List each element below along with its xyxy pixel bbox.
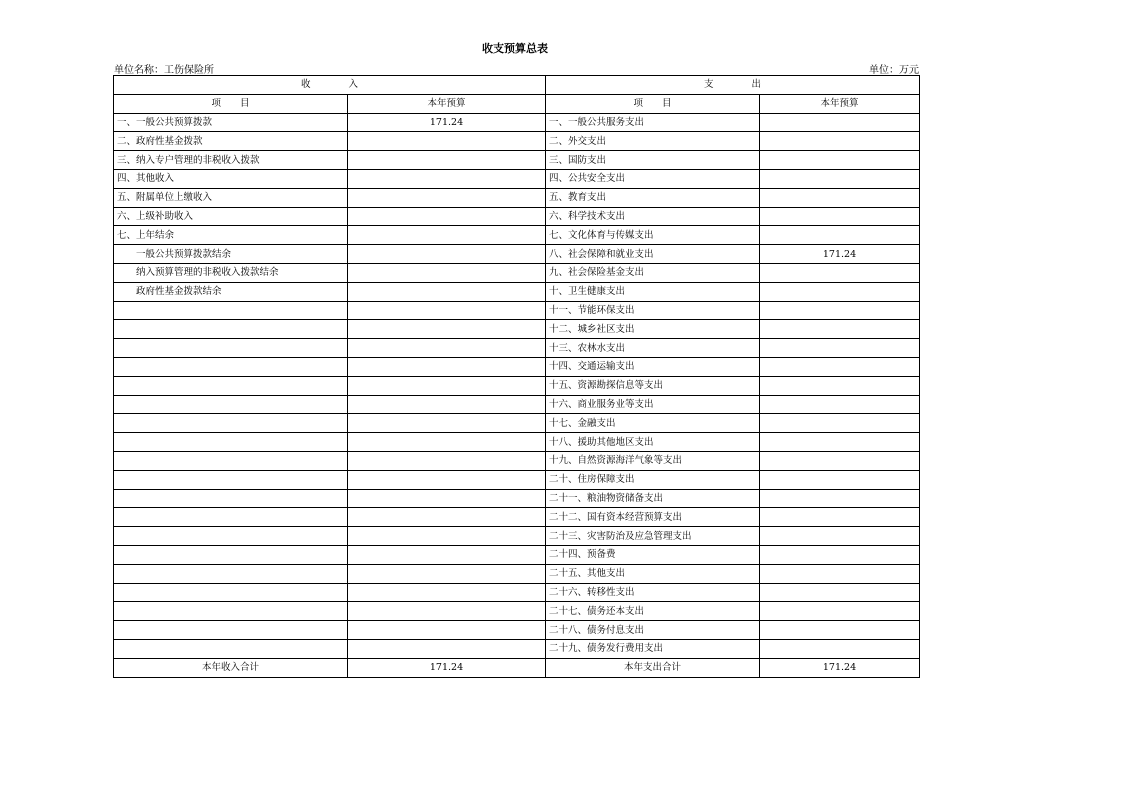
income-item-cell <box>114 451 348 470</box>
income-item-cell <box>114 639 348 658</box>
income-item-cell: 七、上年结余 <box>114 226 348 245</box>
expense-budget-cell <box>760 301 920 320</box>
expense-budget-cell <box>760 376 920 395</box>
income-item-cell: 二、政府性基金拨款 <box>114 132 348 151</box>
expense-budget-cell <box>760 132 920 151</box>
income-budget-cell <box>348 414 546 433</box>
income-item-cell <box>114 583 348 602</box>
income-item-cell <box>114 564 348 583</box>
expense-budget-cell <box>760 320 920 339</box>
expense-item-cell: 二十二、国有资本经营预算支出 <box>546 508 760 527</box>
income-total-value: 171.24 <box>348 658 546 677</box>
expense-item-cell: 三、国防支出 <box>546 151 760 170</box>
expense-section-header: 支 出 <box>546 76 920 95</box>
income-item-cell <box>114 320 348 339</box>
income-budget-cell <box>348 621 546 640</box>
expense-item-cell: 十五、资源勘探信息等支出 <box>546 376 760 395</box>
table-row <box>114 320 920 339</box>
income-budget-cell <box>348 489 546 508</box>
income-item-cell: 三、纳入专户管理的非税收入拨款 <box>114 151 348 170</box>
table-row <box>114 602 920 621</box>
income-budget-cell <box>348 376 546 395</box>
table-row <box>114 564 920 583</box>
expense-item-cell: 十六、商业服务业等支出 <box>546 395 760 414</box>
income-budget-cell <box>348 545 546 564</box>
expense-total-value: 171.24 <box>760 658 920 677</box>
income-budget-cell <box>348 583 546 602</box>
table-row <box>114 263 920 282</box>
expense-item-cell: 二十七、债务还本支出 <box>546 602 760 621</box>
table-row <box>114 376 920 395</box>
expense-budget-cell <box>760 583 920 602</box>
income-budget-cell <box>348 433 546 452</box>
expense-budget-cell <box>760 395 920 414</box>
expense-item-cell: 十、卫生健康支出 <box>546 282 760 301</box>
table-row <box>114 621 920 640</box>
table-row <box>114 188 920 207</box>
income-budget-cell <box>348 226 546 245</box>
expense-item-cell: 二、外交支出 <box>546 132 760 151</box>
income-item-cell <box>114 357 348 376</box>
expense-item-cell: 十一、节能环保支出 <box>546 301 760 320</box>
expense-item-cell: 二十六、转移性支出 <box>546 583 760 602</box>
income-item-cell: 一、一般公共预算拨款 <box>114 113 348 132</box>
income-budget-cell <box>348 357 546 376</box>
expense-item-cell: 二十一、粮油物资储备支出 <box>546 489 760 508</box>
expense-item-cell: 十二、城乡社区支出 <box>546 320 760 339</box>
expense-budget-cell <box>760 282 920 301</box>
income-budget-cell <box>348 207 546 226</box>
income-budget-cell: 171.24 <box>348 113 546 132</box>
table-row <box>114 245 920 264</box>
income-item-cell <box>114 545 348 564</box>
income-item-cell: 纳入预算管理的非税收入拨款结余 <box>114 263 348 282</box>
expense-item-cell: 六、科学技术支出 <box>546 207 760 226</box>
expense-budget-cell <box>760 621 920 640</box>
expense-budget-cell <box>760 489 920 508</box>
table-row <box>114 113 920 132</box>
table-row <box>114 414 920 433</box>
table-row <box>114 357 920 376</box>
expense-budget-cell <box>760 188 920 207</box>
expense-budget-cell <box>760 508 920 527</box>
income-section-header: 收 入 <box>114 76 546 95</box>
income-item-cell <box>114 339 348 358</box>
income-item-cell <box>114 301 348 320</box>
currency-unit-label: 单位：万元 <box>869 65 919 76</box>
income-item-cell <box>114 621 348 640</box>
income-item-cell <box>114 527 348 546</box>
income-total-label: 本年收入合计 <box>114 658 348 677</box>
expense-budget-cell <box>760 113 920 132</box>
expense-budget-cell <box>760 207 920 226</box>
income-item-cell <box>114 470 348 489</box>
income-budget-cell <box>348 188 546 207</box>
income-budget-header: 本年预算 <box>348 94 546 113</box>
income-item-cell <box>114 414 348 433</box>
income-item-cell <box>114 433 348 452</box>
expense-item-cell: 十八、援助其他地区支出 <box>546 433 760 452</box>
income-item-cell: 五、附属单位上缴收入 <box>114 188 348 207</box>
expense-item-cell: 二十三、灾害防治及应急管理支出 <box>546 527 760 546</box>
table-row <box>114 282 920 301</box>
expense-budget-cell <box>760 470 920 489</box>
income-budget-cell <box>348 339 546 358</box>
expense-budget-cell <box>760 414 920 433</box>
expense-budget-cell <box>760 339 920 358</box>
expense-item-cell: 十四、交通运输支出 <box>546 357 760 376</box>
table-row <box>114 339 920 358</box>
expense-budget-cell <box>760 545 920 564</box>
expense-budget-cell <box>760 602 920 621</box>
expense-budget-cell <box>760 564 920 583</box>
income-item-cell <box>114 602 348 621</box>
expense-budget-cell <box>760 433 920 452</box>
expense-budget-cell <box>760 639 920 658</box>
table-row <box>114 433 920 452</box>
income-item-cell <box>114 376 348 395</box>
table-row <box>114 169 920 188</box>
expense-budget-cell <box>760 263 920 282</box>
income-budget-cell <box>348 639 546 658</box>
income-item-cell: 政府性基金拨款结余 <box>114 282 348 301</box>
income-item-cell: 一般公共预算拨款结余 <box>114 245 348 264</box>
income-budget-cell <box>348 245 546 264</box>
expense-item-cell: 四、公共安全支出 <box>546 169 760 188</box>
expense-budget-cell <box>760 169 920 188</box>
table-row <box>114 489 920 508</box>
expense-total-label: 本年支出合计 <box>546 658 760 677</box>
expense-item-cell: 五、教育支出 <box>546 188 760 207</box>
income-budget-cell <box>348 263 546 282</box>
expense-item-cell: 九、社会保险基金支出 <box>546 263 760 282</box>
table-row <box>114 508 920 527</box>
expense-budget-cell <box>760 527 920 546</box>
income-budget-cell <box>348 602 546 621</box>
table-row <box>114 395 920 414</box>
table-row <box>114 226 920 245</box>
expense-budget-cell <box>760 357 920 376</box>
expense-budget-cell <box>760 226 920 245</box>
income-budget-cell <box>348 151 546 170</box>
table-row <box>114 527 920 546</box>
income-item-cell <box>114 508 348 527</box>
expense-item-cell: 七、文化体育与传媒支出 <box>546 226 760 245</box>
income-item-cell <box>114 395 348 414</box>
expense-item-cell: 八、社会保障和就业支出 <box>546 245 760 264</box>
income-item-cell: 四、其他收入 <box>114 169 348 188</box>
income-budget-cell <box>348 564 546 583</box>
table-body <box>114 113 920 658</box>
expense-item-cell: 十九、自然资源海洋气象等支出 <box>546 451 760 470</box>
income-budget-cell <box>348 470 546 489</box>
page-title: 收支预算总表 <box>482 42 548 55</box>
income-budget-cell <box>348 451 546 470</box>
unit-name-label: 单位名称：工伤保险所 <box>114 65 214 76</box>
income-budget-cell <box>348 301 546 320</box>
expense-item-cell: 二十八、债务付息支出 <box>546 621 760 640</box>
income-budget-cell <box>348 508 546 527</box>
table-row <box>114 583 920 602</box>
expense-item-cell: 二十九、债务发行费用支出 <box>546 639 760 658</box>
table-row <box>114 470 920 489</box>
expense-item-cell: 二十、住房保障支出 <box>546 470 760 489</box>
expense-item-cell: 十七、金融支出 <box>546 414 760 433</box>
table-row <box>114 207 920 226</box>
income-budget-cell <box>348 395 546 414</box>
expense-budget-cell <box>760 451 920 470</box>
table-row <box>114 301 920 320</box>
expense-item-cell: 二十五、其他支出 <box>546 564 760 583</box>
expense-item-header: 项 目 <box>546 94 760 113</box>
expense-budget-cell: 171.24 <box>760 245 920 264</box>
budget-summary-table <box>113 75 920 678</box>
table-row <box>114 132 920 151</box>
income-budget-cell <box>348 132 546 151</box>
table-row <box>114 639 920 658</box>
expense-item-cell: 十三、农林水支出 <box>546 339 760 358</box>
income-budget-cell <box>348 282 546 301</box>
table-row <box>114 451 920 470</box>
table-row <box>114 545 920 564</box>
expense-budget-cell <box>760 151 920 170</box>
income-budget-cell <box>348 527 546 546</box>
table-row <box>114 151 920 170</box>
expense-item-cell: 二十四、预备费 <box>546 545 760 564</box>
income-item-cell <box>114 489 348 508</box>
expense-budget-header: 本年预算 <box>760 94 920 113</box>
income-budget-cell <box>348 320 546 339</box>
income-item-cell: 六、上级补助收入 <box>114 207 348 226</box>
income-item-header: 项 目 <box>114 94 348 113</box>
expense-item-cell: 一、一般公共服务支出 <box>546 113 760 132</box>
income-budget-cell <box>348 169 546 188</box>
